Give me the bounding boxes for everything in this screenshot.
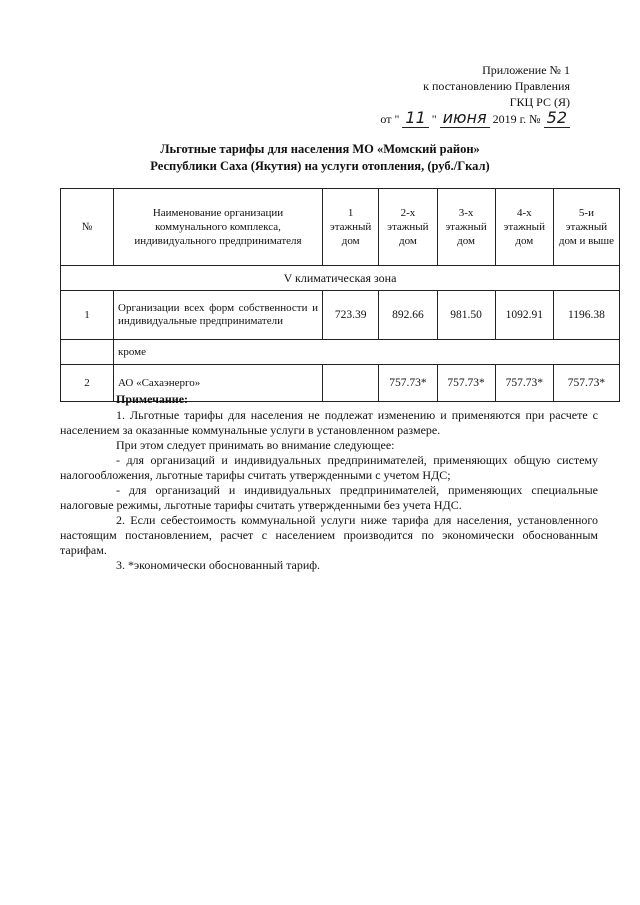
- zone-row: [61, 266, 620, 291]
- tariff-value: 1092.91: [495, 291, 553, 340]
- handwritten-day: 11: [402, 108, 428, 128]
- row-name: Организации всех форм собственности и индивидуальные предприниматели: [114, 291, 323, 340]
- zone-label: V климатическая зона: [61, 266, 620, 291]
- tariff-value: 757.73*: [553, 365, 619, 402]
- title-line-1: Льготные тарифы для населения МО «Момский район»: [160, 142, 480, 156]
- appendix-label: Приложение № 1: [482, 63, 570, 77]
- col-header-floor-3: 3-х этажный дом: [437, 189, 495, 266]
- title-line-2: Республики Саха (Якутия) на услуги отопления, (руб./Гкал): [150, 159, 490, 173]
- tariff-table: [60, 188, 620, 402]
- tariff-value: 723.39: [323, 291, 379, 340]
- except-row: [61, 340, 620, 365]
- appendix-to: к постановлению Правления: [423, 79, 570, 93]
- note-paragraph: 3. *экономически обоснованный тариф.: [116, 558, 321, 572]
- notes-heading: Примечание:: [116, 392, 189, 406]
- note-paragraph: - для организаций и индивидуальных предпринимателей, применяющих общую систему налогообложения, льготные тарифы считать утвержденными с учетом НДС;: [60, 453, 598, 482]
- date-line: [380, 110, 570, 127]
- date-prefix: от ": [380, 112, 400, 126]
- table-row: [61, 291, 620, 340]
- except-label: кроме: [114, 340, 620, 365]
- tariff-value: 892.66: [379, 291, 437, 340]
- tariff-value: 1196.38: [553, 291, 619, 340]
- notes-section: [60, 392, 598, 573]
- row-name: АО «Сахаэнерго»: [114, 365, 323, 402]
- note-paragraph: При этом следует принимать во внимание следующее:: [116, 438, 395, 452]
- tariff-value: 757.73*: [495, 365, 553, 402]
- col-header-floor-2: 2-х этажный дом: [379, 189, 437, 266]
- note-paragraph: 2. Если себестоимость коммунальной услуги ниже тарифа для населения, установленного настоящим постановлением, расчет с населением производится по экономически обоснованным тарифам.: [60, 513, 598, 557]
- note-paragraph: 1. Льготные тарифы для населения не подлежат изменению и применяются при расчете с населением за оказанные коммунальные услуги в установленном размере.: [60, 408, 598, 437]
- except-empty-cell: [61, 340, 114, 365]
- table-header-row: [61, 189, 620, 266]
- tariff-value: 757.73*: [437, 365, 495, 402]
- col-header-floor-5: 5-и этажный дом и выше: [553, 189, 619, 266]
- date-year: 2019 г. №: [492, 112, 541, 126]
- tariff-value: 981.50: [437, 291, 495, 340]
- date-quote: ": [431, 112, 437, 126]
- authority: ГКЦ РС (Я): [509, 95, 570, 109]
- appendix-header: [380, 62, 570, 127]
- document-title: [0, 141, 640, 175]
- col-header-name: Наименование организации коммунального комплекса, индивидуального предпринимателя: [114, 189, 323, 266]
- row-num: 2: [61, 365, 114, 402]
- col-header-floor-1: 1 этажный дом: [323, 189, 379, 266]
- col-header-num: №: [61, 189, 114, 266]
- row-num: 1: [61, 291, 114, 340]
- handwritten-number: 52: [544, 108, 570, 128]
- handwritten-month: июня: [440, 108, 490, 128]
- col-header-floor-4: 4-х этажный дом: [495, 189, 553, 266]
- note-paragraph: - для организаций и индивидуальных предпринимателей, применяющих специальные налоговые режимы, льготные тарифы считать утвержденными без учета НДС.: [60, 483, 598, 512]
- tariff-value: 757.73*: [379, 365, 437, 402]
